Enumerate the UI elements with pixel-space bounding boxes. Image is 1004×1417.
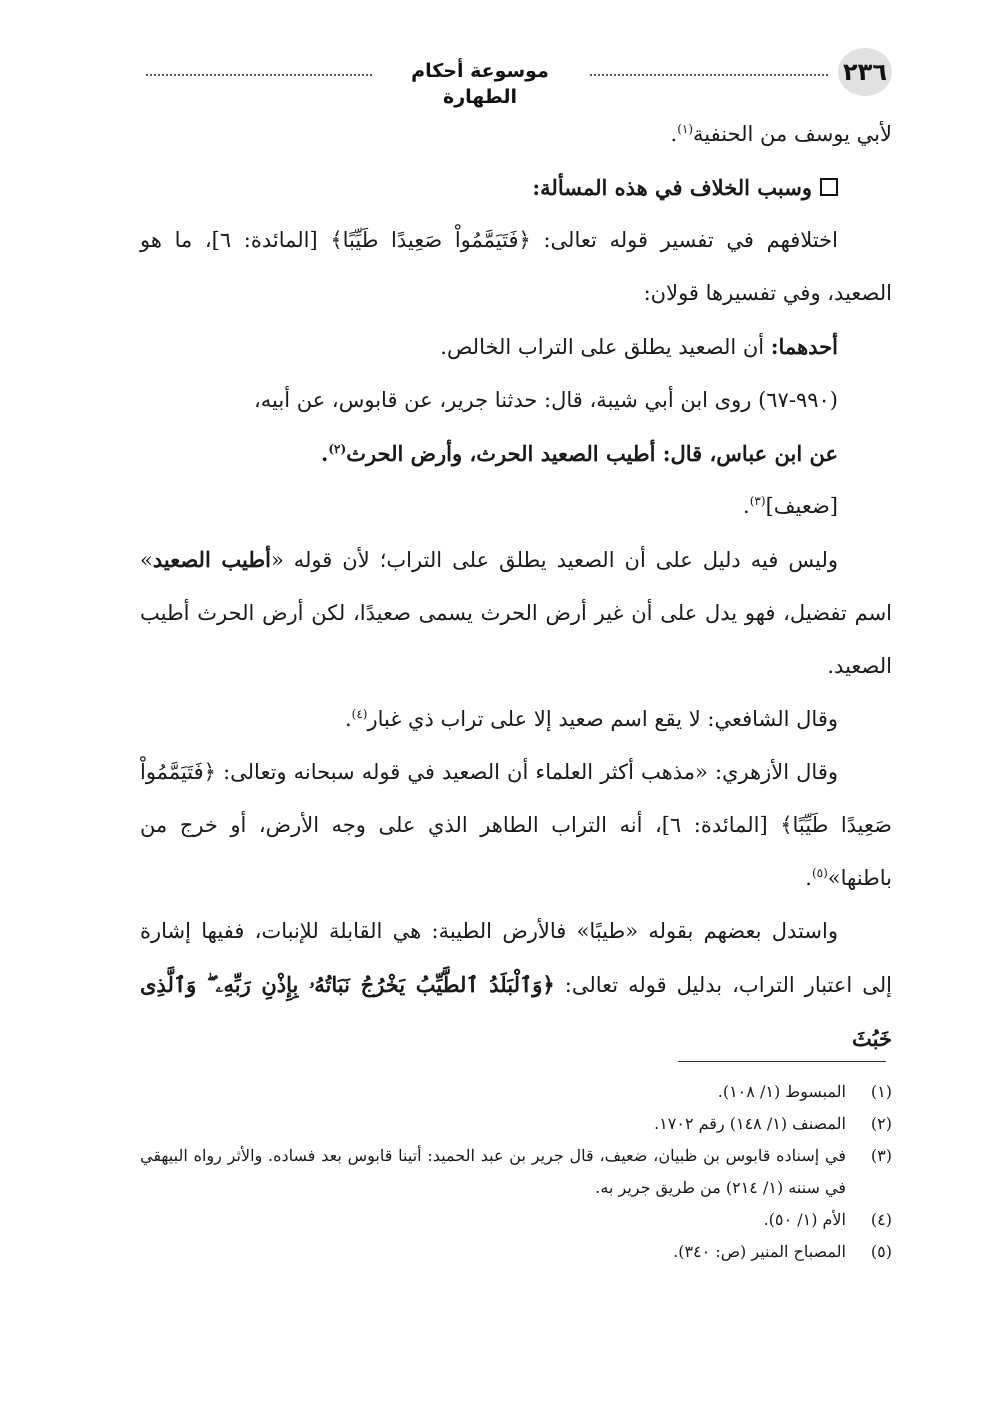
footnote-ref-2[interactable]: (٢) [328, 442, 347, 456]
paragraph-9 [140, 746, 892, 905]
paragraph-2-text: اختلافهم في تفسير قوله تعالى: [530, 228, 838, 252]
footnote-ref-1[interactable]: (١) [677, 122, 694, 136]
footnote-separator [678, 1061, 886, 1062]
paragraph-8-end: . [344, 707, 352, 731]
paragraph-5-end: . [321, 441, 329, 466]
footnote-number: (١) [870, 1082, 892, 1101]
paragraph-7-text: وليس فيه دليل على أن الصعيد يطلق على التراب؛ لأن قوله « [270, 548, 838, 572]
footnote-number: (٣) [870, 1146, 892, 1165]
paragraph-7-bold: أطيب الصعيد [152, 547, 271, 572]
footnote-number: (٢) [870, 1114, 892, 1133]
section-heading-text: وسبب الخلاف في هذه المسألة: [532, 175, 812, 200]
paragraph-10-text: واستدل بعضهم بقوله «طيبًا» فالأرض الطيبة: هي القابلة للإنبات، ففيها إشارة إلى اعتبار التراب، بدليل قوله تعالى: [140, 919, 892, 997]
hadith-text: عن ابن عباس، قال: أطيب الصعيد الحرث، وأرض الحرث [346, 441, 838, 466]
hadith-grade: [ضعيف] [765, 494, 838, 518]
paragraph-8 [140, 693, 892, 746]
footnotes [140, 1076, 892, 1268]
footnote-item [140, 1108, 892, 1140]
paragraph-7-text-after: » اسم تفضيل، فهو يدل على أن غير أرض الحرث يسمى صعيدًا، لكن أرض الحرث أطيب الصعيد. [140, 548, 892, 678]
paragraph-1 [140, 108, 892, 161]
paragraph-3-text: أن الصعيد يطلق على التراب الخالص. [440, 335, 771, 359]
page-number: ٢٣٦ [838, 48, 892, 96]
paragraph-4 [140, 374, 892, 427]
paragraph-9-text-after: [المائدة: ٦]، أنه التراب الطاهر الذي على وجه الأرض، أو خرج من باطنها» [140, 813, 892, 890]
page-body [140, 108, 892, 1066]
paragraph-1-end: . [670, 122, 678, 146]
hadith-chain: (٩٩٠-٦٧) روى ابن أبي شيبة، قال: حدثنا جرير، عن قابوس، عن أبيه، [254, 388, 838, 412]
footnote-item [140, 1204, 892, 1236]
footnote-number: (٤) [870, 1210, 892, 1229]
quran-verse: ﴿فَتَيَمَّمُواْ صَعِيدًا طَيِّبًا﴾ [140, 760, 892, 837]
quran-verse: ﴿فَتَيَمَّمُواْ صَعِيدًا طَيِّبًا﴾ [330, 228, 531, 252]
section-heading [140, 161, 892, 214]
paragraph-3 [140, 320, 892, 374]
footnote-ref-4[interactable]: (٤) [351, 707, 368, 721]
paragraph-1-text: لأبي يوسف من الحنفية [693, 122, 892, 146]
paragraph-9-text: وقال الأزهري: «مذهب أكثر العلماء أن الصعيد في قوله سبحانه وتعالى: [215, 760, 838, 784]
paragraph-6 [140, 480, 892, 533]
paragraph-8-text: وقال الشافعي: لا يقع اسم صعيد إلا على تراب ذي غبار [367, 707, 838, 731]
page-header [140, 48, 892, 108]
footnote-text: الأم (١/ ٥٠). [763, 1210, 846, 1229]
footnote-text: المبسوط (١/ ١٠٨). [717, 1082, 846, 1101]
header-dotted-leader-left [146, 74, 372, 76]
footnote-ref-3[interactable]: (٣) [749, 494, 766, 508]
footnote-ref-5[interactable]: (٥) [811, 866, 828, 880]
footnote-item [140, 1140, 892, 1204]
paragraph-5 [140, 427, 892, 480]
paragraph-10 [140, 905, 892, 1066]
paragraph-6-end: . [743, 494, 750, 518]
paragraph-9-end: . [805, 866, 812, 890]
footnote-text: المصنف (١/ ١٤٨) رقم ١٧٠٢. [654, 1114, 846, 1133]
quran-verse: ﴿وَٱلْبَلَدُ ٱلطَّيِّبُ يَخْرُجُ نَبَاتُهُۥ بِإِذْنِ رَبِّهِۦ ۖ وَٱلَّذِى خَبُثَ [140, 972, 892, 1051]
footnote-item [140, 1236, 892, 1268]
footnote-text: في إسناده قابوس بن ظبيان، ضعيف، قال جرير بن عبد الحميد: أتينا قابوس بعد فساده. والأثر رواه البيهقي في سننه (١/ ٢١٤) من طريق جرير به. [140, 1146, 847, 1197]
paragraph-2-text-after: [المائدة: ٦]، ما هو الصعيد، وفي تفسيرها قولان: [140, 228, 892, 305]
paragraph-2 [140, 214, 892, 320]
header-dotted-leader-right [590, 74, 828, 76]
footnote-number: (٥) [870, 1242, 892, 1261]
book-title: موسوعة أحكام الطهارة [411, 60, 549, 108]
square-bullet-icon [820, 178, 838, 196]
footnote-text: المصباح المنير (ص: ٣٤٠). [673, 1242, 846, 1261]
footnote-item [140, 1076, 892, 1108]
paragraph-7 [140, 533, 892, 693]
paragraph-3-label: أحدهما: [770, 334, 838, 359]
